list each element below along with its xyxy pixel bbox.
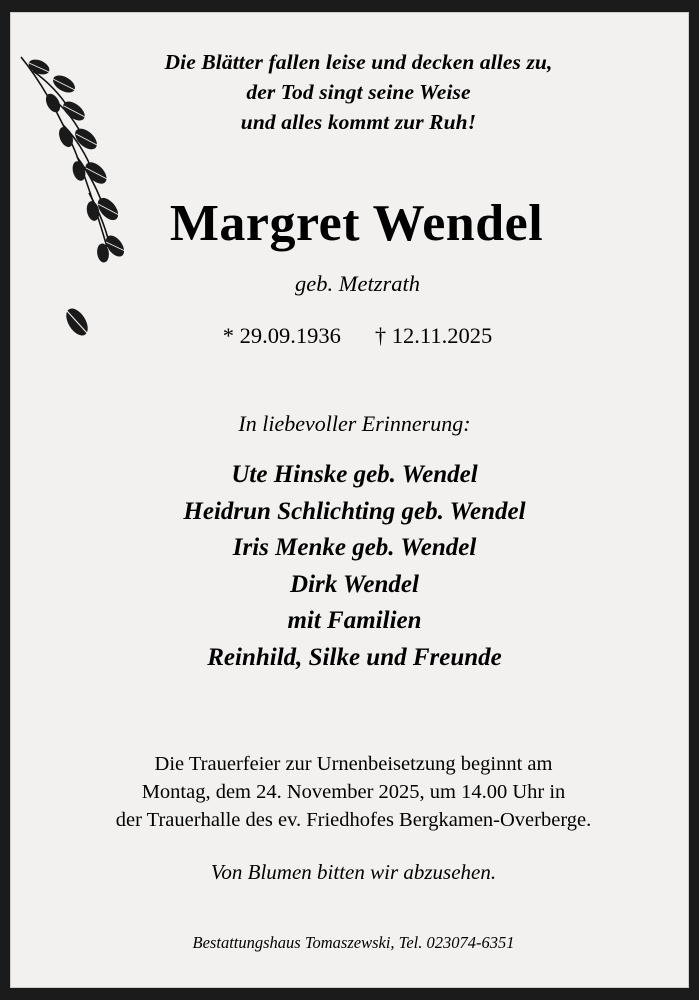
survivor-name: Reinhild, Silke und Freunde xyxy=(207,643,502,671)
survivor-name: Dirk Wendel xyxy=(290,570,419,598)
list-item xyxy=(65,567,644,604)
list-item xyxy=(65,530,644,567)
list-item xyxy=(65,640,644,677)
funeral-line-1: Die Trauerfeier zur Urnenbeisetzung beginnt am xyxy=(154,753,553,775)
funeral-line-2: Montag, dem 24. November 2025, um 14.00 Uhr in xyxy=(141,781,566,803)
survivor-name: Iris Menke xyxy=(232,534,346,561)
funeral-line-3: der Trauerhalle des ev. Friedhofes Bergkamen-Overberge. xyxy=(115,809,592,831)
survivor-suffix: geb. Wendel xyxy=(401,497,526,525)
list-item xyxy=(65,494,644,531)
deceased-name: Margret Wendel xyxy=(169,195,544,252)
birth-date: * 29.09.1936 xyxy=(222,323,341,348)
verse-line-3: und alles kommt zur Ruh! xyxy=(240,110,477,134)
flowers-note: Von Blumen bitten wir abzusehen. xyxy=(210,860,497,884)
verse-block xyxy=(73,47,644,137)
verse-line-2: der Tod singt seine Weise xyxy=(246,80,471,104)
survivor-name: mit Familien xyxy=(287,607,422,634)
survivor-suffix: geb. Wendel xyxy=(352,534,477,561)
funeral-details xyxy=(63,750,644,834)
life-dates xyxy=(71,323,644,349)
death-date: † 12.11.2025 xyxy=(374,323,493,348)
memory-intro: In liebevoller Erinnerung: xyxy=(238,411,471,436)
survivor-name: Ute Hinske xyxy=(231,461,348,488)
survivors-list xyxy=(65,457,644,676)
survivor-suffix: geb. Wendel xyxy=(353,461,478,488)
survivor-name: Heidrun Schlichting xyxy=(183,497,396,525)
obituary-content xyxy=(11,13,688,987)
funeral-home-credit: Bestattungshaus Tomaszewski, Tel. 023074-6351 xyxy=(192,933,515,952)
verse-line-1: Die Blätter fallen leise und decken alles zu, xyxy=(164,50,553,74)
obituary-card xyxy=(10,12,689,988)
list-item xyxy=(65,457,644,494)
maiden-name: geb. Metzrath xyxy=(295,271,420,296)
list-item xyxy=(65,603,644,640)
